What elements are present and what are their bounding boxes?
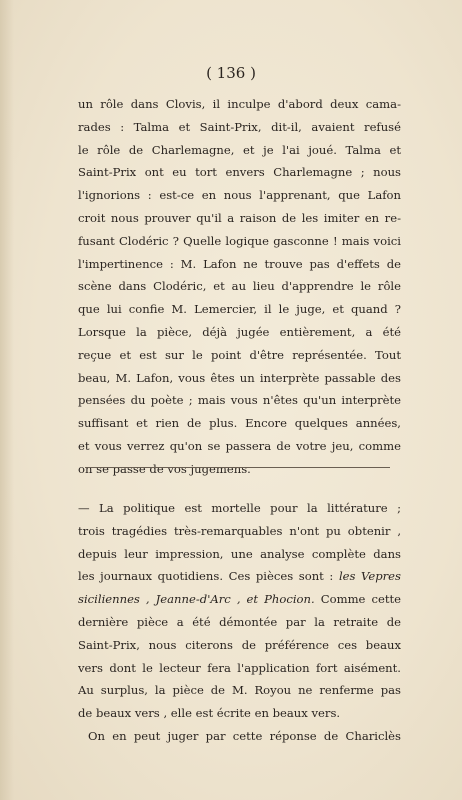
page-binding-shadow	[0, 0, 14, 800]
text-line: suffisant et rien de plus. Encore quelques années,	[78, 416, 401, 431]
paragraph-1	[78, 93, 401, 481]
play-titles-italic: siciliennes , Jeanne-d'Arc , et Phocion.	[78, 592, 315, 607]
section-separator-rule	[85, 467, 390, 468]
paragraph-2	[78, 497, 401, 748]
text-line: croit nous prouver qu'il a raison de les imiter en re-	[78, 210, 401, 225]
text-line: scène dans Clodéric, et au lieu d'apprendre le rôle	[78, 279, 401, 294]
text-line: depuis leur impression, une analyse complète dans	[78, 546, 401, 561]
text-line: beau, M. Lafon, vous êtes un interprète passable des	[78, 370, 401, 385]
text-line: et vous verrez qu'on se passera de votre jeu, comme	[78, 438, 401, 453]
text-line: dernière pièce a été démontée par la retraite de	[78, 614, 401, 629]
text-line: Saint-Prix, nous citerons de préférence ces beaux	[78, 637, 401, 652]
text-line: le rôle de Charlemagne, et je l'ai joué. Talma et	[78, 142, 401, 157]
text-line: que lui confie M. Lemercier, il le juge, et quand ?	[78, 302, 401, 317]
text-line-roman: Comme cette	[314, 592, 401, 607]
text-line: l'impertinence : M. Lafon ne trouve pas d'effets de	[78, 256, 401, 271]
text-line: fusant Clodéric ? Quelle logique gasconne ! mais voici	[78, 233, 401, 248]
text-line-roman: les journaux quotidiens. Ces pièces sont :	[78, 569, 334, 584]
text-line: rades : Talma et Saint-Prix, dit-il, avaient refusé	[78, 119, 401, 134]
text-line: on se passe de vos jugemens.	[78, 461, 251, 476]
text-line: Saint-Prix ont eu tort envers Charlemagne ; nous	[78, 165, 401, 180]
text-line: Au surplus, la pièce de M. Royou ne renferme pas	[78, 683, 401, 698]
text-line: un rôle dans Clovis, il inculpe d'abord deux cama-	[78, 97, 401, 111]
text-line: pensées du poète ; mais vous n'êtes qu'un interprète	[78, 393, 401, 408]
text-line: de beaux vers , elle est écrite en beaux vers.	[78, 706, 341, 721]
text-line	[78, 588, 401, 611]
text-line: l'ignorions : est-ce en nous l'apprenant, que Lafon	[78, 188, 401, 203]
text-line: vers dont le lecteur fera l'application fort aisément.	[78, 660, 401, 675]
text-line: trois tragédies très-remarquables n'ont pu obtenir ,	[78, 523, 401, 538]
text-line: reçue et est sur le point d'être représentée. Tout	[78, 347, 401, 362]
play-title-italic: les Vepres	[338, 569, 401, 584]
text-line	[78, 565, 401, 588]
page-number: ( 136 )	[206, 64, 256, 82]
text-line: On en peut juger par cette réponse de Chariclès	[88, 728, 401, 743]
text-line: Lorsque la pièce, déjà jugée entièrement, a été	[78, 324, 401, 339]
text-line: — La politique est mortelle pour la littérature ;	[78, 501, 401, 515]
